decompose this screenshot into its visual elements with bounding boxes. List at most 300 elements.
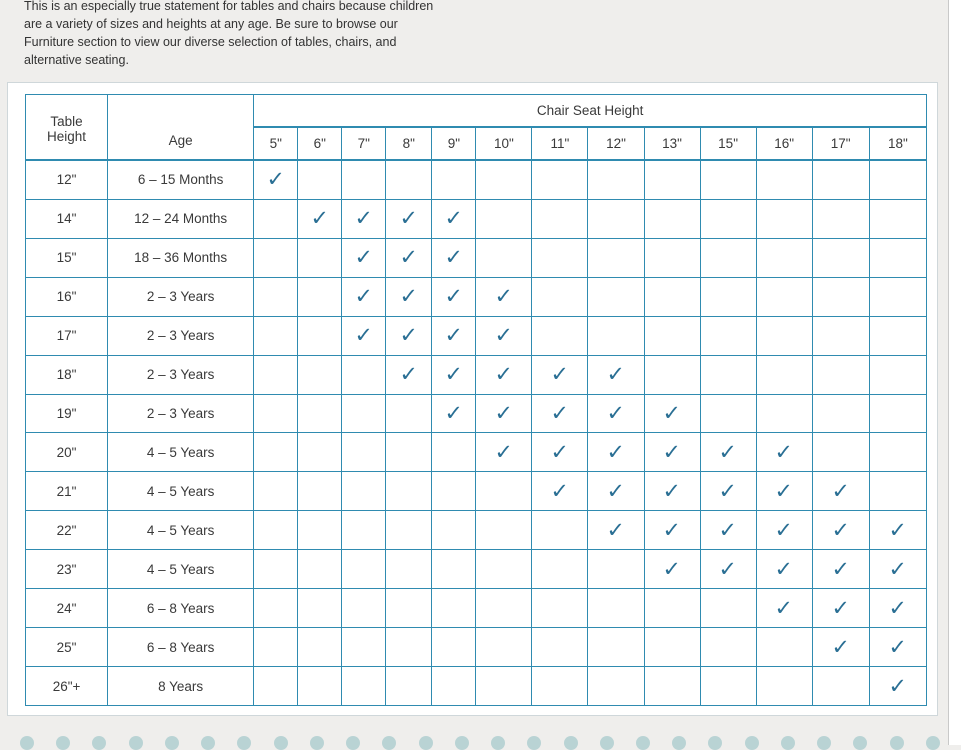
table-height-cell: 17" (26, 316, 108, 355)
compatibility-cell (386, 238, 432, 277)
column-header-chair-size: 5" (254, 127, 298, 160)
compatibility-cell (342, 472, 386, 511)
table-row (26, 433, 927, 472)
border-dot (165, 736, 179, 750)
compatibility-cell (254, 511, 298, 550)
column-header-chair-size: 11" (532, 127, 588, 160)
table-row (26, 160, 927, 199)
compatibility-cell (588, 355, 644, 394)
table-row (26, 394, 927, 433)
compatibility-cell (869, 667, 926, 706)
table-height-cell: 24" (26, 589, 108, 628)
checkmark-icon: ✓ (888, 673, 908, 698)
border-dot (455, 736, 469, 750)
border-dot (745, 736, 759, 750)
border-dot (382, 736, 396, 750)
compatibility-cell (532, 316, 588, 355)
table-height-cell: 18" (26, 355, 108, 394)
table-row (26, 199, 927, 238)
compatibility-cell (254, 628, 298, 667)
checkmark-icon: ✓ (662, 439, 682, 464)
compatibility-cell (869, 550, 926, 589)
border-dot (564, 736, 578, 750)
compatibility-cell (476, 238, 532, 277)
compatibility-cell (869, 394, 926, 433)
compatibility-cell (588, 550, 644, 589)
column-header-chair-size: 6" (298, 127, 342, 160)
compatibility-cell (756, 628, 812, 667)
compatibility-cell (812, 199, 869, 238)
compatibility-cell (476, 316, 532, 355)
compatibility-cell (700, 589, 756, 628)
compatibility-cell (588, 628, 644, 667)
compatibility-cell (700, 472, 756, 511)
checkmark-icon: ✓ (494, 401, 514, 425)
compatibility-cell (342, 550, 386, 589)
compatibility-cell (476, 667, 532, 706)
checkmark-icon: ✓ (831, 595, 850, 620)
checkmark-icon: ✓ (662, 401, 682, 425)
table-height-cell: 16" (26, 277, 108, 316)
checkmark-icon: ✓ (444, 323, 464, 348)
age-cell: 8 Years (108, 667, 254, 706)
compatibility-cell (644, 394, 700, 433)
compatibility-cell (812, 433, 869, 472)
compatibility-cell (298, 550, 342, 589)
compatibility-cell (588, 238, 644, 277)
compatibility-cell (298, 472, 342, 511)
table-row (26, 238, 927, 277)
compatibility-cell (588, 472, 644, 511)
compatibility-cell (254, 472, 298, 511)
compatibility-cell (869, 199, 926, 238)
table-row (26, 355, 927, 394)
checkmark-icon: ✓ (354, 323, 374, 348)
column-header-chair-size: 17" (812, 127, 869, 160)
compatibility-cell (432, 433, 476, 472)
border-dot (600, 736, 614, 750)
compatibility-cell (386, 355, 432, 394)
compatibility-cell (476, 589, 532, 628)
compatibility-cell (532, 199, 588, 238)
compatibility-cell (476, 472, 532, 511)
compatibility-cell (532, 472, 588, 511)
compatibility-cell (532, 355, 588, 394)
compatibility-cell (700, 550, 756, 589)
compatibility-cell (756, 472, 812, 511)
compatibility-cell (386, 628, 432, 667)
table-row (26, 550, 927, 589)
border-dot (708, 736, 722, 750)
compatibility-cell (254, 667, 298, 706)
compatibility-cell (432, 199, 476, 238)
compatibility-cell (386, 511, 432, 550)
compatibility-cell (756, 355, 812, 394)
compatibility-cell (869, 277, 926, 316)
compatibility-cell (812, 589, 869, 628)
compatibility-cell (386, 160, 432, 199)
checkmark-icon: ✓ (774, 517, 794, 542)
age-cell: 4 – 5 Years (108, 433, 254, 472)
compatibility-cell (869, 355, 926, 394)
compatibility-cell (588, 589, 644, 628)
compatibility-cell (298, 160, 342, 199)
compatibility-cell (432, 667, 476, 706)
checkmark-icon: ✓ (831, 634, 850, 659)
compatibility-cell (254, 316, 298, 355)
column-header-table-height-line1: Table (50, 114, 83, 129)
compatibility-cell (532, 667, 588, 706)
compatibility-cell (700, 238, 756, 277)
age-cell: 4 – 5 Years (108, 472, 254, 511)
checkmark-icon: ✓ (354, 245, 374, 270)
border-dot (20, 736, 34, 750)
age-cell: 2 – 3 Years (108, 394, 254, 433)
checkmark-icon: ✓ (606, 439, 626, 464)
compatibility-cell (644, 433, 700, 472)
age-cell: 18 – 36 Months (108, 238, 254, 277)
checkmark-icon: ✓ (399, 245, 419, 270)
compatibility-cell (532, 160, 588, 199)
compatibility-cell (812, 355, 869, 394)
compatibility-cell (432, 316, 476, 355)
compatibility-cell (532, 511, 588, 550)
compatibility-cell (432, 472, 476, 511)
compatibility-cell (476, 550, 532, 589)
checkmark-icon: ✓ (718, 517, 738, 542)
age-cell: 6 – 8 Years (108, 589, 254, 628)
compatibility-cell (476, 277, 532, 316)
checkmark-icon: ✓ (888, 595, 908, 620)
checkmark-icon: ✓ (399, 284, 419, 309)
column-header-chair-size: 16" (756, 127, 812, 160)
age-cell: 2 – 3 Years (108, 277, 254, 316)
checkmark-icon: ✓ (444, 362, 464, 387)
compatibility-cell (644, 199, 700, 238)
compatibility-cell (476, 628, 532, 667)
border-dot (636, 736, 650, 750)
compatibility-cell (644, 238, 700, 277)
table-chair-sizing-chart (25, 94, 927, 706)
compatibility-cell (386, 550, 432, 589)
checkmark-icon: ✓ (550, 478, 570, 503)
compatibility-cell (700, 355, 756, 394)
compatibility-cell (588, 316, 644, 355)
table-height-cell: 19" (26, 394, 108, 433)
checkmark-icon: ✓ (831, 517, 850, 542)
compatibility-cell (476, 160, 532, 199)
compatibility-cell (869, 160, 926, 199)
compatibility-cell (342, 433, 386, 472)
compatibility-cell (756, 550, 812, 589)
compatibility-cell (588, 277, 644, 316)
table-row (26, 589, 927, 628)
table-height-cell: 22" (26, 511, 108, 550)
compatibility-cell (432, 238, 476, 277)
compatibility-cell (254, 238, 298, 277)
checkmark-icon: ✓ (399, 206, 419, 231)
compatibility-cell (298, 199, 342, 238)
column-header-chair-size: 9" (432, 127, 476, 160)
chart-body (26, 160, 927, 706)
intro-paragraph: This is an especially true statement for tables and chairs because children are a variety of sizes and heights at any age. Be sure to browse our Furniture section to view our diverse selection of tables, chairs, and alternative seating. (24, 0, 434, 67)
border-dot (201, 736, 215, 750)
checkmark-icon: ✓ (399, 323, 419, 348)
checkmark-icon: ✓ (662, 517, 682, 542)
compatibility-cell (342, 355, 386, 394)
compatibility-cell (298, 628, 342, 667)
compatibility-cell (298, 277, 342, 316)
checkmark-icon: ✓ (774, 478, 794, 503)
checkmark-icon: ✓ (310, 206, 330, 231)
compatibility-cell (756, 316, 812, 355)
checkmark-icon: ✓ (399, 362, 419, 387)
compatibility-cell (756, 199, 812, 238)
compatibility-cell (342, 199, 386, 238)
compatibility-cell (298, 316, 342, 355)
compatibility-cell (476, 355, 532, 394)
column-header-chair-size: 7" (342, 127, 386, 160)
decorative-dot-border (20, 736, 940, 750)
compatibility-cell (588, 511, 644, 550)
compatibility-cell (432, 550, 476, 589)
compatibility-cell (869, 628, 926, 667)
compatibility-cell (342, 160, 386, 199)
compatibility-cell (644, 355, 700, 394)
checkmark-icon: ✓ (550, 362, 570, 387)
compatibility-cell (298, 589, 342, 628)
checkmark-icon: ✓ (662, 556, 682, 581)
table-row (26, 316, 927, 355)
table-height-cell: 20" (26, 433, 108, 472)
compatibility-cell (644, 550, 700, 589)
compatibility-cell (644, 316, 700, 355)
table-row (26, 472, 927, 511)
compatibility-cell (298, 667, 342, 706)
compatibility-cell (298, 511, 342, 550)
table-row (26, 667, 927, 706)
compatibility-cell (588, 160, 644, 199)
border-dot (310, 736, 324, 750)
checkmark-icon: ✓ (606, 362, 626, 387)
border-dot (672, 736, 686, 750)
compatibility-cell (342, 238, 386, 277)
compatibility-cell (532, 433, 588, 472)
compatibility-cell (756, 511, 812, 550)
compatibility-cell (386, 667, 432, 706)
checkmark-icon: ✓ (774, 556, 794, 581)
border-dot (56, 736, 70, 750)
age-cell: 6 – 15 Months (108, 160, 254, 199)
compatibility-cell (476, 511, 532, 550)
border-dot (926, 736, 940, 750)
column-header-chair-size: 13" (644, 127, 700, 160)
page-edge (948, 0, 961, 745)
compatibility-cell (812, 667, 869, 706)
table-height-cell: 21" (26, 472, 108, 511)
compatibility-cell (812, 238, 869, 277)
compatibility-cell (756, 433, 812, 472)
compatibility-cell (644, 472, 700, 511)
compatibility-cell (386, 199, 432, 238)
table-height-cell: 14" (26, 199, 108, 238)
compatibility-cell (644, 511, 700, 550)
compatibility-cell (869, 316, 926, 355)
checkmark-icon: ✓ (550, 401, 570, 425)
column-header-chair-size: 8" (386, 127, 432, 160)
checkmark-icon: ✓ (444, 284, 464, 309)
compatibility-cell (298, 355, 342, 394)
compatibility-cell (644, 667, 700, 706)
compatibility-cell (644, 628, 700, 667)
checkmark-icon: ✓ (354, 284, 374, 309)
checkmark-icon: ✓ (354, 206, 374, 231)
compatibility-cell (812, 277, 869, 316)
compatibility-cell (342, 316, 386, 355)
compatibility-cell (532, 628, 588, 667)
compatibility-cell (644, 277, 700, 316)
border-dot (274, 736, 288, 750)
table-height-cell: 15" (26, 238, 108, 277)
column-header-chair-size: 18" (869, 127, 926, 160)
compatibility-cell (812, 628, 869, 667)
column-header-chair-size: 15" (700, 127, 756, 160)
compatibility-cell (869, 238, 926, 277)
checkmark-icon: ✓ (606, 401, 626, 425)
table-height-cell: 12" (26, 160, 108, 199)
checkmark-icon: ✓ (606, 478, 626, 503)
compatibility-cell (386, 433, 432, 472)
compatibility-cell (254, 550, 298, 589)
checkmark-icon: ✓ (266, 167, 285, 192)
compatibility-cell (432, 511, 476, 550)
compatibility-cell (254, 433, 298, 472)
column-header-chair-size: 10" (476, 127, 532, 160)
compatibility-cell (700, 160, 756, 199)
age-cell: 2 – 3 Years (108, 316, 254, 355)
compatibility-cell (254, 355, 298, 394)
compatibility-cell (700, 316, 756, 355)
compatibility-cell (869, 472, 926, 511)
compatibility-cell (342, 628, 386, 667)
column-header-table-height-line2: Height (47, 129, 87, 144)
compatibility-cell (342, 511, 386, 550)
checkmark-icon: ✓ (888, 517, 908, 542)
compatibility-cell (254, 199, 298, 238)
border-dot (237, 736, 251, 750)
compatibility-cell (644, 160, 700, 199)
table-row (26, 277, 927, 316)
compatibility-cell (869, 589, 926, 628)
compatibility-cell (342, 277, 386, 316)
compatibility-cell (812, 316, 869, 355)
age-cell: 6 – 8 Years (108, 628, 254, 667)
compatibility-cell (476, 394, 532, 433)
compatibility-cell (254, 394, 298, 433)
compatibility-cell (386, 316, 432, 355)
compatibility-cell (700, 433, 756, 472)
border-dot (890, 736, 904, 750)
compatibility-cell (869, 433, 926, 472)
compatibility-cell (386, 394, 432, 433)
column-header-chair-size: 12" (588, 127, 644, 160)
compatibility-cell (254, 277, 298, 316)
compatibility-cell (298, 238, 342, 277)
compatibility-cell (756, 277, 812, 316)
compatibility-cell (432, 589, 476, 628)
checkmark-icon: ✓ (831, 556, 850, 581)
compatibility-cell (432, 355, 476, 394)
compatibility-cell (756, 589, 812, 628)
checkmark-icon: ✓ (494, 284, 514, 309)
border-dot (92, 736, 106, 750)
compatibility-cell (298, 433, 342, 472)
table-row (26, 511, 927, 550)
compatibility-cell (298, 394, 342, 433)
compatibility-cell (644, 589, 700, 628)
checkmark-icon: ✓ (774, 439, 794, 464)
compatibility-cell (532, 550, 588, 589)
age-cell: 4 – 5 Years (108, 550, 254, 589)
sizing-chart-panel (7, 82, 938, 716)
compatibility-cell (700, 511, 756, 550)
checkmark-icon: ✓ (606, 517, 626, 542)
column-group-chair-seat-height: Chair Seat Height (254, 95, 927, 128)
border-dot (527, 736, 541, 750)
border-dot (781, 736, 795, 750)
border-dot (129, 736, 143, 750)
compatibility-cell (588, 394, 644, 433)
checkmark-icon: ✓ (662, 478, 682, 503)
compatibility-cell (432, 628, 476, 667)
compatibility-cell (700, 199, 756, 238)
compatibility-cell (342, 667, 386, 706)
compatibility-cell (588, 199, 644, 238)
border-dot (346, 736, 360, 750)
border-dot (853, 736, 867, 750)
compatibility-cell (432, 394, 476, 433)
table-height-cell: 26"+ (26, 667, 108, 706)
compatibility-cell (386, 589, 432, 628)
checkmark-icon: ✓ (718, 556, 738, 581)
compatibility-cell (700, 628, 756, 667)
column-header-table-height (26, 95, 108, 161)
compatibility-cell (532, 394, 588, 433)
checkmark-icon: ✓ (494, 439, 514, 464)
header-row-group (26, 95, 927, 128)
checkmark-icon: ✓ (888, 556, 908, 581)
compatibility-cell (812, 472, 869, 511)
compatibility-cell (588, 667, 644, 706)
age-cell: 2 – 3 Years (108, 355, 254, 394)
compatibility-cell (700, 394, 756, 433)
compatibility-cell (756, 667, 812, 706)
column-header-age: Age (108, 95, 254, 161)
checkmark-icon: ✓ (774, 595, 794, 620)
checkmark-icon: ✓ (718, 439, 738, 464)
checkmark-icon: ✓ (494, 323, 514, 348)
compatibility-cell (476, 433, 532, 472)
table-row (26, 628, 927, 667)
compatibility-cell (386, 277, 432, 316)
compatibility-cell (812, 160, 869, 199)
compatibility-cell (756, 394, 812, 433)
compatibility-cell (532, 277, 588, 316)
checkmark-icon: ✓ (888, 634, 908, 659)
compatibility-cell (476, 199, 532, 238)
checkmark-icon: ✓ (444, 206, 464, 231)
compatibility-cell (869, 511, 926, 550)
